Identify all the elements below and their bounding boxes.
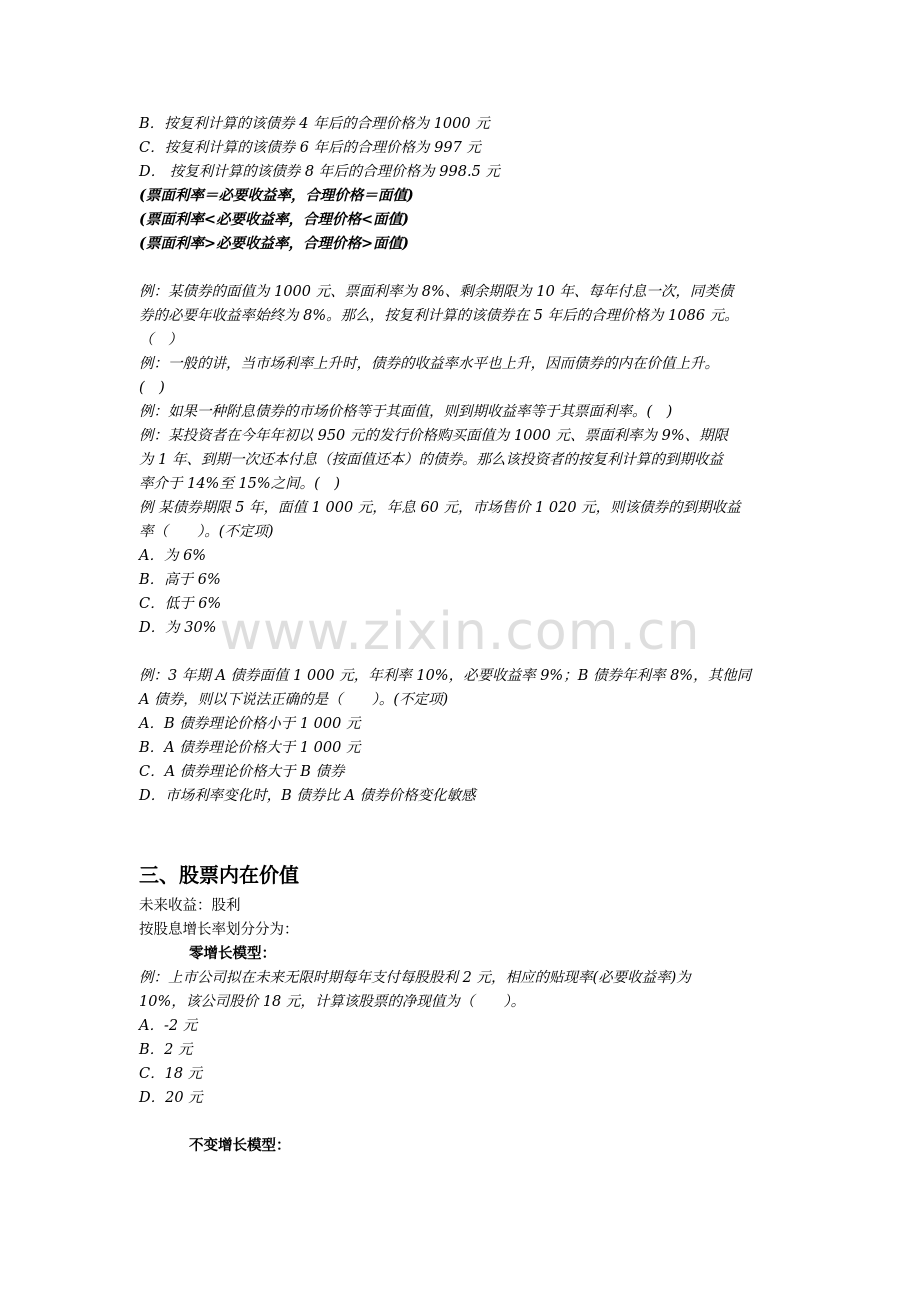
rule-line: (票面利率<必要收益率，合理价格<面值)	[139, 211, 410, 228]
example-line: C．18 元	[139, 1066, 203, 1082]
example-line: 10%，该公司股价 18 元，计算该股票的净现值为（ ）。	[139, 994, 526, 1010]
example-line: 为 1 年、到期一次还本付息（按面值还本）的债券。那么该投资者的按复利计算的到期收益	[139, 452, 723, 468]
example-line: D．为 30%	[139, 620, 217, 636]
example-line: 例：上市公司拟在未来无限时期每年支付每股股利 2 元，相应的贴现率(必要收益率)为	[139, 970, 691, 986]
example-line: 例 某债券期限 5 年，面值 1 000 元，年息 60 元，市场售价 1 020 元，则该债券的到期收益	[139, 500, 741, 516]
section-line: 未来收益：股利	[139, 898, 241, 914]
section-title: 三、股票内在价值	[139, 863, 299, 887]
option-line: C．按复利计算的该债券 6 年后的合理价格为 997 元	[139, 140, 481, 156]
example-line: 券的必要年收益率始终为 8%。那么，按复利计算的该债券在 5 年后的合理价格为 1086 元。	[139, 308, 739, 324]
option-line: D． 按复利计算的该债券 8 年后的合理价格为 998.5 元	[139, 164, 500, 180]
example-line: A．为 6%	[139, 548, 207, 564]
example-line: D．市场利率变化时，B 债券比 A 债券价格变化敏感	[139, 788, 476, 804]
example-line: 例：一般的讲，当市场利率上升时，债券的收益率水平也上升，因而债券的内在价值上升。	[139, 356, 719, 372]
option-line: B．按复利计算的该债券 4 年后的合理价格为 1000 元	[139, 116, 490, 132]
example-line: ( )	[139, 380, 165, 396]
example-line: A 债券，则以下说法正确的是（ ）。(不定项)	[139, 692, 449, 708]
spacer	[139, 1110, 789, 1134]
example-line: D．20 元	[139, 1090, 203, 1106]
example-line: B．A 债券理论价格大于 1 000 元	[139, 740, 361, 756]
spacer	[139, 256, 789, 280]
example-line: A．-2 元	[139, 1018, 198, 1034]
example-line: C．低于 6%	[139, 596, 222, 612]
example-line: 率（ ）。(不定项)	[139, 524, 274, 540]
example-line: 例：如果一种附息债券的市场价格等于其面值，则到期收益率等于其票面利率。( )	[139, 404, 673, 420]
example-line: （ ）	[139, 332, 183, 348]
section-line: 按股息增长率划分分为：	[139, 922, 299, 938]
zero-growth-label: 零增长模型：	[189, 945, 276, 962]
examples-block	[139, 280, 789, 640]
example-line: A．B 债券理论价格小于 1 000 元	[139, 716, 361, 732]
answer-options-top	[139, 112, 789, 184]
example-line: 率介于 14%至 15%之间。( )	[139, 476, 340, 492]
example-line: C．A 债券理论价格大于 B 债券	[139, 764, 345, 780]
example2-block	[139, 664, 789, 808]
spacer	[139, 808, 789, 854]
zero-growth-example	[139, 966, 789, 1110]
example-line: B．高于 6%	[139, 572, 221, 588]
rule-line: (票面利率＝必要收益率，合理价格＝面值)	[139, 187, 414, 204]
example-line: 例：3 年期 A 债券面值 1 000 元，年利率 10%，必要收益率 9%；B 债券年利率 8%，其他同	[139, 668, 752, 684]
example-line: B．2 元	[139, 1042, 193, 1058]
example-line: 例：某债券的面值为 1000 元、票面利率为 8%、剩余期限为 10 年、每年付息一次，同类债	[139, 284, 734, 300]
watermark: www.zixin.com.cn	[219, 602, 701, 662]
rules-block	[139, 184, 789, 256]
example-line: 例：某投资者在今年年初以 950 元的发行价格购买面值为 1000 元、票面利率为 9%、期限	[139, 428, 729, 444]
constant-growth-label: 不变增长模型：	[189, 1137, 291, 1154]
rule-line: (票面利率>必要收益率，合理价格>面值)	[139, 235, 410, 252]
